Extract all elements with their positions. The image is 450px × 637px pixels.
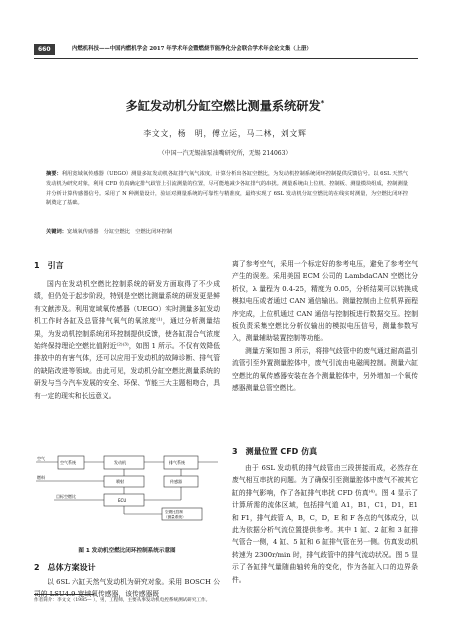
right-paragraph-1: 离了参考空气，采用一个标定好的参考电压，避免了参考空气产生的误差。采用美国 ECM 公司的 LambdaCAN 空燃比分析仪，λ 量程为 0.4-25，精度为 0.05，分析结果可以转换成模拟电压或者通过 CAN 通信输出。测量控制由上位机界面程序完成，上位机通过 CAN 通信与控制板进行数据交互。控制板负责采集空燃比分析仪输出的模拟电压信号，测量参数写入，测量辅助装置控制等功能。 <box>232 260 418 343</box>
section-2-heading: 2 总体方案设计 <box>34 563 96 572</box>
abstract-text: 利用宽域氧传感器（UEGO）测量多缸发动机各缸排气氧气浓度，计算分析出各缸空燃比，为发动机控制系统闭环控制提供反馈信号。以 6SL 天然气发动机为研究对象，利用 CFD 仿真确定排气歧管上引流测量的位置，尽可能地减少各缸排气的串扰。测量系统由上位机、控制板、测量模块组成，控制测量并分析计算传感器信号。采用了 N 种测量设计，验证对测量系统的可靠性与精准度，最终实现了 6SL 发动机分缸空燃比的在线实时测量，为空燃比闭环控制奠定了基础。 <box>46 171 409 207</box>
running-title: 内燃机科技——中国内燃机学会 2017 年学术年会暨燃烧节能净化分会联合学术年会论文集（上册） <box>72 46 312 52</box>
section-1-heading: 1 引言 <box>34 261 64 270</box>
left-column-intro <box>34 278 220 402</box>
fig1-label-exhaust: 排气系统 <box>169 460 185 465</box>
right-paragraph-2: 测量方案如图 3 所示，将排气歧管中的废气通过耐高温引流管引至外置测量腔体中，废气引流由电磁阀控制。测量六缸空燃比的氧传感器安装在各个测量腔体中，另外增加一个氧传感器测量总管空燃比。 <box>232 346 418 393</box>
page-number: 660 <box>34 44 55 55</box>
right-column <box>232 258 418 394</box>
keywords-text: 宽域氧传感器 分缸空燃比 空燃比闭环控制 <box>67 229 172 235</box>
fig1-label-fuel: 燃料 <box>37 475 45 480</box>
fig1-label-injector: 喷射 <box>116 479 124 484</box>
fig1-label-target: 目标空燃比 <box>56 494 76 499</box>
header-rule <box>34 58 418 59</box>
intro-paragraph: 国内在发动机空燃比控制系统的研发方面取得了不少成绩，但仍处于起步阶段，特别是空燃比测量系统的研发更是鲜有文献涉及。利用宽域氧传感器（UEGO）实时测量多缸发动机工作时各缸及总管排气氧气的氧浓度⁽¹⁾，通过分析测量结果，为发动机控制系统闭环控制提供反馈，使各缸混合气浓度始终保持理论空燃比值附近⁽²⁾⁽³⁾，如图 1 所示。不仅有效降低排放中的有害气体，还可以应用于发动机的故障诊断、排气管的缺陷改进等领域。由此可见，发动机分缸空燃比测量系统的研发与当今汽车发展的安全、环保、节能三大主题相吻合，具有一定的现实和长远意义。 <box>34 280 220 400</box>
fig1-label-measure: （测量系统） <box>164 515 186 519</box>
fig1-label-sensor: 传感器 <box>170 479 182 484</box>
keywords-label: 关键词： <box>46 229 67 235</box>
paper-affiliation: （中国一汽无锡油泵油嘴研究所，无锡 214063） <box>158 150 292 157</box>
fig1-label-intake: 空气 <box>37 456 45 461</box>
figure-1 <box>34 452 220 532</box>
running-header <box>34 44 418 56</box>
cfd-paragraph: 由于 6SL 发动机的排气歧管由三段拼接而成，必然存在废气相互串扰的问题。为了确保引至测量腔体中废气不被其它缸的排气影响，作了各缸排气串扰 CFD 仿真⁽⁴⁾。图 4 显示了计算所需的流体区域，包括排气道 A1，B1，C1，D1，E1 和 F1，排气歧管 A，B，C，D，E 和 F 各点的气体成分，以此为依据分析气流位置提供参考。其中 1 缸、2 缸和 3 缸排气管合一侧，4 缸、5 缸和 6 缸排气管在另一侧。仿真发动机转速为 2300r/min 时，排气歧管中的排气流动状况。图 5 显示了各缸排气量随曲轴转角的变化，作为各缸入口的边界条件。 <box>232 464 419 584</box>
fig1-label-intake-system: 空气系统 <box>60 460 76 465</box>
right-column-cfd <box>232 462 418 586</box>
figure-1-caption: 图 1 发动机空燃比闭环控制系统示意图 <box>78 548 176 554</box>
abstract <box>46 170 408 209</box>
paper-title: 多缸发动机分缸空燃比测量系统研发* <box>125 98 325 113</box>
paper-authors: 李文文，杨 明，傅立运，马二林，刘文辉 <box>143 129 307 138</box>
abstract-label: 摘要： <box>46 171 62 177</box>
fig1-label-engine: 发动机 <box>114 460 126 465</box>
footnote-rule <box>34 594 94 595</box>
title-footnote-mark: * <box>320 98 325 107</box>
scheme-paragraph: 以 6SL 六缸天然气发动机为研究对象。采用 BOSCH 公司的 LSU4.9 宽域氧传感器，该传感器既 <box>34 578 220 599</box>
section-3-heading: 3 测量位置 CFD 仿真 <box>232 447 318 456</box>
fig1-label-afr: 空燃比控制 <box>165 510 183 514</box>
author-footnote: 作者简介：李文文（1985— ），男，工程师，主要从事发动机电控系统测试研究工作。 <box>34 598 211 603</box>
keywords <box>46 228 408 238</box>
fig1-label-ecu: ECU <box>118 498 127 503</box>
